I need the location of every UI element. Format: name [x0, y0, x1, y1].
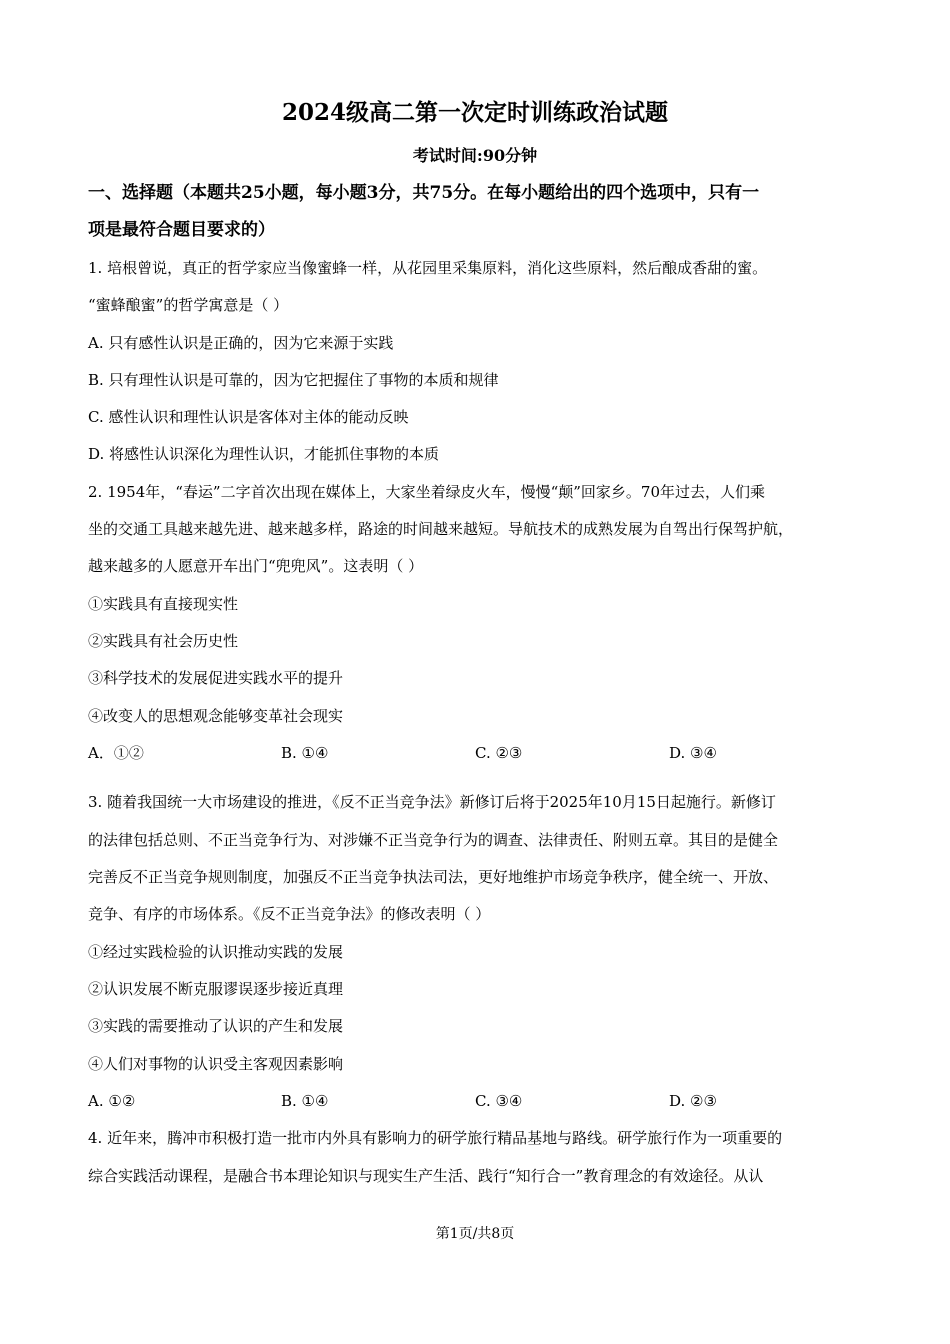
- q3-stem-line4: 竞争、有序的市场体系。《反不正当竞争法》的修改表明（ ）: [88, 905, 491, 923]
- q2-stem-line2: 坐的交通工具越来越先进、越来越多样，路途的时间越来越短。导航技术的成熟发展为自驾出行保驾护航，: [88, 520, 794, 538]
- q1-option-b: B. 只有理性认识是可靠的，因为它把握住了事物的本质和规律: [88, 371, 499, 389]
- exam-time: 考试时间:90分钟: [412, 146, 538, 165]
- q3-stem-line1: 3. 随着我国统一大市场建设的推进，《反不正当竞争法》新修订后将于2025年10月15日起施行。新修订: [88, 793, 776, 811]
- q3-option-a: A. ①②: [88, 1092, 136, 1110]
- q3-stem-line3: 完善反不正当竞争规则制度，加强反不正当竞争执法司法，更好地维护市场竞争秩序，健全统一、开放、: [88, 868, 779, 886]
- q2-option-d: D. ③④: [669, 744, 717, 762]
- q2-stem-line3: 越来越多的人愿意开车出门“兜兜风”。这表明（ ）: [88, 557, 424, 575]
- q3-item-1: ①经过实践检验的认识推动实践的发展: [88, 943, 344, 961]
- q2-item-2: ②实践具有社会历史性: [88, 632, 239, 650]
- q1-option-a: A. 只有感性认识是正确的，因为它来源于实践: [88, 334, 394, 352]
- page-number: 第1页/共8页: [435, 1226, 515, 1242]
- section-heading-line2: 项是最符合题目要求的）: [88, 220, 275, 240]
- q2-item-1: ①实践具有直接现实性: [88, 595, 239, 613]
- section-heading-line1: 一、选择题（本题共25小题，每小题3分，共75分。在每小题给出的四个选项中，只有一: [88, 183, 760, 203]
- q1-stem-line2: “蜜蜂酿蜜”的哲学寓意是（ ）: [88, 296, 289, 314]
- page-title: 2024级高二第一次定时训练政治试题: [281, 99, 668, 126]
- q3-option-c: C. ③④: [475, 1092, 523, 1110]
- q2-item-4: ④改变人的思想观念能够变革社会现实: [88, 707, 344, 725]
- q3-options: [88, 1088, 878, 1114]
- q3-stem-line2: 的法律包括总则、不正当竞争行为、对涉嫌不正当竞争行为的调查、法律责任、附则五章。其目的是健全: [88, 831, 779, 849]
- q1-stem-line1: 1. 培根曾说，真正的哲学家应当像蜜蜂一样，从花园里采集原料，消化这些原料，然后酿成香甜的蜜。: [88, 259, 768, 277]
- q3-option-d: D. ②③: [669, 1092, 717, 1110]
- q3-item-3: ③实践的需要推动了认识的产生和发展: [88, 1017, 344, 1035]
- q3-item-2: ②认识发展不断克服谬误逐步接近真理: [88, 980, 344, 998]
- q4-stem-line2: 综合实践活动课程，是融合书本理论知识与现实生产生活、践行“知行合一”教育理念的有效途径。从认: [88, 1167, 764, 1185]
- q2-item-3: ③科学技术的发展促进实践水平的提升: [88, 669, 344, 687]
- q3-option-b: B. ①④: [281, 1092, 329, 1110]
- q2-option-b: B. ①④: [281, 744, 329, 762]
- q2-options: [88, 740, 878, 766]
- q4-stem-line1: 4. 近年来，腾冲市积极打造一批市内外具有影响力的研学旅行精品基地与路线。研学旅行作为一项重要的: [88, 1129, 783, 1147]
- q2-option-a: A．①②: [88, 744, 144, 762]
- q2-option-c: C. ②③: [475, 744, 523, 762]
- q1-option-c: C. 感性认识和理性认识是客体对主体的能动反映: [88, 408, 409, 426]
- q2-stem-line1: 2. 1954年，“春运”二字首次出现在媒体上，大家坐着绿皮火车，慢慢“颠”回家乡。70年过去，人们乘: [88, 483, 766, 501]
- q3-item-4: ④人们对事物的认识受主客观因素影响: [88, 1055, 344, 1073]
- q1-option-d: D. 将感性认识深化为理性认识，才能抓住事物的本质: [88, 445, 440, 463]
